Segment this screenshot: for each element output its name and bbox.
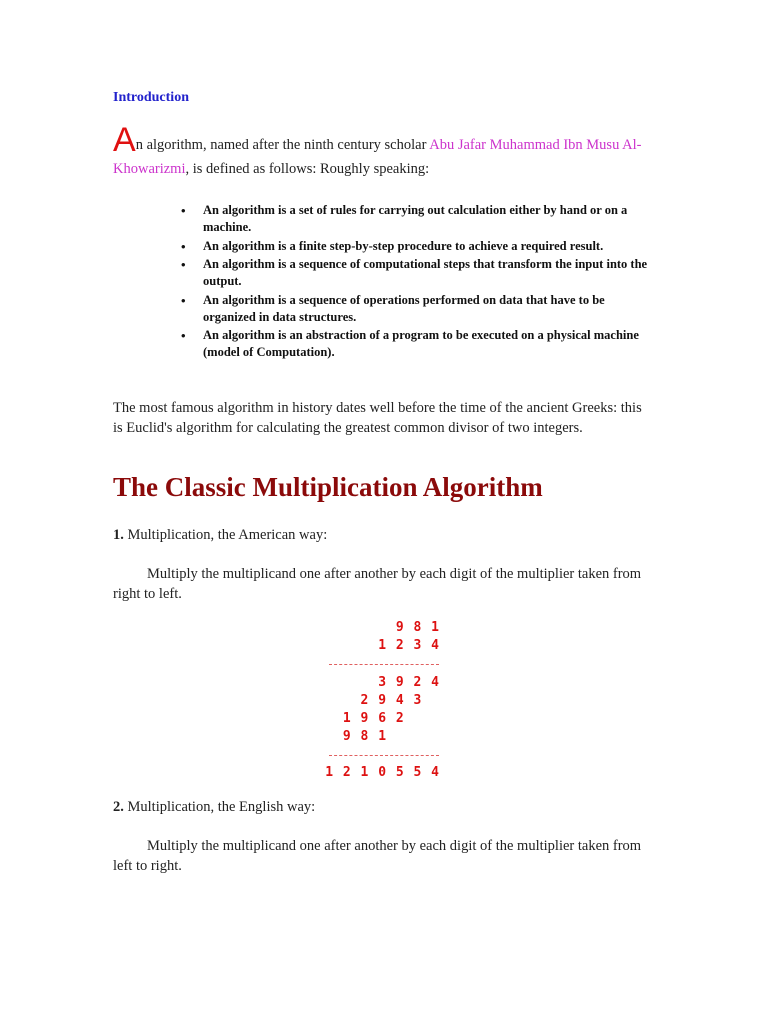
list-item xyxy=(113,238,658,255)
divider-line xyxy=(329,664,439,665)
partial-product: 1 9 6 2 xyxy=(342,711,440,726)
intro-lead-text: n algorithm, named after the ninth century scholar xyxy=(135,137,430,153)
algorithm-definition-list xyxy=(113,202,658,363)
partial-product: 9 8 1 xyxy=(342,729,440,744)
product-result: 1 2 1 0 5 5 4 xyxy=(325,765,440,780)
list-item-text: An algorithm is a set of rules for carrying out calculation either by hand or on a machine. xyxy=(203,203,628,234)
bullet-icon: • xyxy=(181,292,186,308)
list-item xyxy=(113,202,658,236)
list-item-text: An algorithm is an abstraction of a program to be executed on a physical machine (model of Computation). xyxy=(203,328,639,359)
bullet-icon: • xyxy=(181,203,186,218)
scholar-name: Abu Jafar Muhammad Ibn Musu Al-Khowarizmi xyxy=(113,137,642,177)
bullet-icon: • xyxy=(181,328,186,343)
bullet-icon: • xyxy=(181,238,186,254)
introduction-heading: Introduction xyxy=(113,90,189,105)
list-item-text: An algorithm is a sequence of operations performed on data that have to be organized in data structures. xyxy=(203,292,605,324)
euclid-paragraph: The most famous algorithm in history dates well before the time of the ancient Greeks: this is Euclid's algorithm for calculating the greatest common divisor of two integers. xyxy=(113,400,642,436)
item-number: 2. xyxy=(113,799,124,815)
american-way-description: Multiply the multiplicand one after another by each digit of the multiplier taken from right to left. xyxy=(113,566,642,602)
intro-paragraph xyxy=(113,121,643,181)
item-label: Multiplication, the American way: xyxy=(123,527,328,543)
list-item xyxy=(113,292,658,326)
drop-cap: A xyxy=(113,121,136,159)
partial-product: 2 9 4 3 xyxy=(360,693,440,708)
english-way-description: Multiply the multiplicand one after another by each digit of the multiplier taken from left to right. xyxy=(113,838,642,874)
multiplicand: 9 8 1 xyxy=(395,620,440,635)
list-item xyxy=(113,256,658,290)
list-item-text: An algorithm is a sequence of computational steps that transform the input into the output. xyxy=(203,257,648,288)
bullet-icon: • xyxy=(181,257,186,272)
english-way-label xyxy=(113,799,315,816)
multiplier: 1 2 3 4 xyxy=(378,638,440,653)
list-item xyxy=(113,327,658,361)
american-way-label xyxy=(113,527,327,544)
item-label: Multiplication, the English way: xyxy=(123,799,316,815)
list-item-text: An algorithm is a finite step-by-step procedure to achieve a required result. xyxy=(203,238,604,253)
divider-line xyxy=(329,755,439,756)
item-number: 1. xyxy=(113,527,124,543)
section-title: The Classic Multiplication Algorithm xyxy=(113,472,543,502)
intro-tail-text: , is defined as follows: Roughly speaking: xyxy=(185,161,430,177)
partial-product: 3 9 2 4 xyxy=(378,675,440,690)
